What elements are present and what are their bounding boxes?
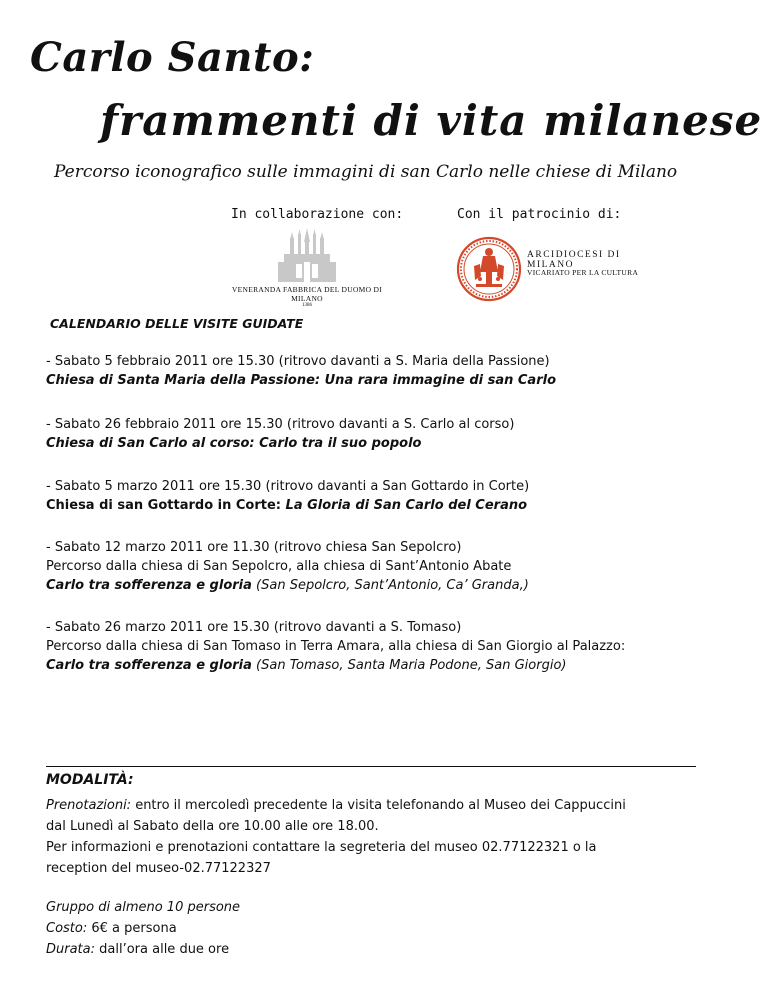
event-note: (San Tomaso, Santa Maria Podone, San Giorgio) xyxy=(251,658,567,673)
fabbrica-caption: VENERANDA FABBRICA DEL DUOMO DI MILANO xyxy=(231,285,383,303)
booking-row xyxy=(46,795,736,816)
event-note: (San Sepolcro, Sant’Antonio, Ca’ Granda,) xyxy=(251,578,529,593)
seal-icon xyxy=(456,236,522,302)
cost-label: Costo: xyxy=(46,921,88,936)
event-title-row xyxy=(46,576,529,595)
event-date-line: - Sabato 26 marzo 2011 ore 15.30 (ritrovo davanti a S. Tomaso) xyxy=(46,620,462,635)
page-title-line2: frammenti di vita milanese xyxy=(100,96,763,145)
event-1 xyxy=(46,352,556,390)
booking-label: Prenotazioni: xyxy=(46,798,132,813)
collaboration-label: In collaborazione con: xyxy=(231,207,404,222)
event-date-line: - Sabato 26 febbraio 2011 ore 15.30 (ritrovo davanti a S. Carlo al corso) xyxy=(46,417,515,432)
booking-hours: dal Lunedì al Sabato della ore 10.00 alle ore 18.00. xyxy=(46,819,379,834)
cost-row xyxy=(46,918,240,939)
contact-info-line2: reception del museo-02.77122327 xyxy=(46,861,271,876)
event-2 xyxy=(46,415,514,453)
patronage-label: Con il patrocinio di: xyxy=(457,207,622,222)
cathedral-icon xyxy=(218,228,396,284)
cost-value: 6€ a persona xyxy=(87,921,177,936)
event-title: Chiesa di Santa Maria della Passione: Una rara immagine di san Carlo xyxy=(46,373,557,388)
event-title: Carlo tra sofferenza e gloria xyxy=(46,658,252,673)
event-4 xyxy=(46,538,529,595)
page-title-line1: Carlo Santo: xyxy=(30,34,315,81)
event-date-line: - Sabato 5 marzo 2011 ore 15.30 (ritrovo davanti a San Gottardo in Corte) xyxy=(46,479,530,494)
fabbrica-year: 1386 xyxy=(302,303,312,308)
event-route: Percorso dalla chiesa di San Tomaso in Terra Amara, alla chiesa di San Giorgio al Palazzo: xyxy=(46,639,626,654)
event-date-line: - Sabato 5 febbraio 2011 ore 15.30 (ritrovo davanti a S. Maria della Passione) xyxy=(46,354,550,369)
contact-info-line1: Per informazioni e prenotazioni contattare la segreteria del museo 02.77122321 o la xyxy=(46,840,597,855)
event-title: Chiesa di san Gottardo in Corte: xyxy=(46,498,286,513)
page-subtitle: Percorso iconografico sulle immagini di san Carlo nelle chiese di Milano xyxy=(54,162,678,182)
modalita-heading: MODALITÀ: xyxy=(46,772,134,788)
event-5 xyxy=(46,618,625,675)
event-date-line: - Sabato 12 marzo 2011 ore 11.30 (ritrovo chiesa San Sepolcro) xyxy=(46,540,462,555)
duration-row xyxy=(46,939,240,960)
fabbrica-duomo-logo xyxy=(218,228,396,312)
arcidiocesi-subtitle: VICARIATO PER LA CULTURA xyxy=(527,268,639,277)
event-title-row xyxy=(46,656,625,675)
section-divider xyxy=(46,766,696,767)
event-3 xyxy=(46,477,529,515)
booking-info xyxy=(46,795,736,879)
event-title: Carlo tra sofferenza e gloria xyxy=(46,578,252,593)
event-title-row xyxy=(46,496,529,515)
arcidiocesi-logo xyxy=(456,236,666,306)
booking-text: entro il mercoledì precedente la visita telefonando al Museo dei Cappuccini xyxy=(131,798,626,813)
calendar-heading: CALENDARIO DELLE VISITE GUIDATE xyxy=(50,316,304,331)
duration-value: dall’ora alle due ore xyxy=(95,942,230,957)
event-title: Chiesa di San Carlo al corso: Carlo tra il suo popolo xyxy=(46,436,422,451)
group-size: Gruppo di almeno 10 persone xyxy=(46,900,241,915)
visit-details xyxy=(46,897,240,960)
duration-label: Durata: xyxy=(46,942,96,957)
event-route: Percorso dalla chiesa di San Sepolcro, alla chiesa di Sant’Antonio Abate xyxy=(46,559,512,574)
arcidiocesi-name: ARCIDIOCESI DI MILANO xyxy=(527,250,621,270)
event-subtitle: La Gloria di San Carlo del Cerano xyxy=(285,498,528,513)
